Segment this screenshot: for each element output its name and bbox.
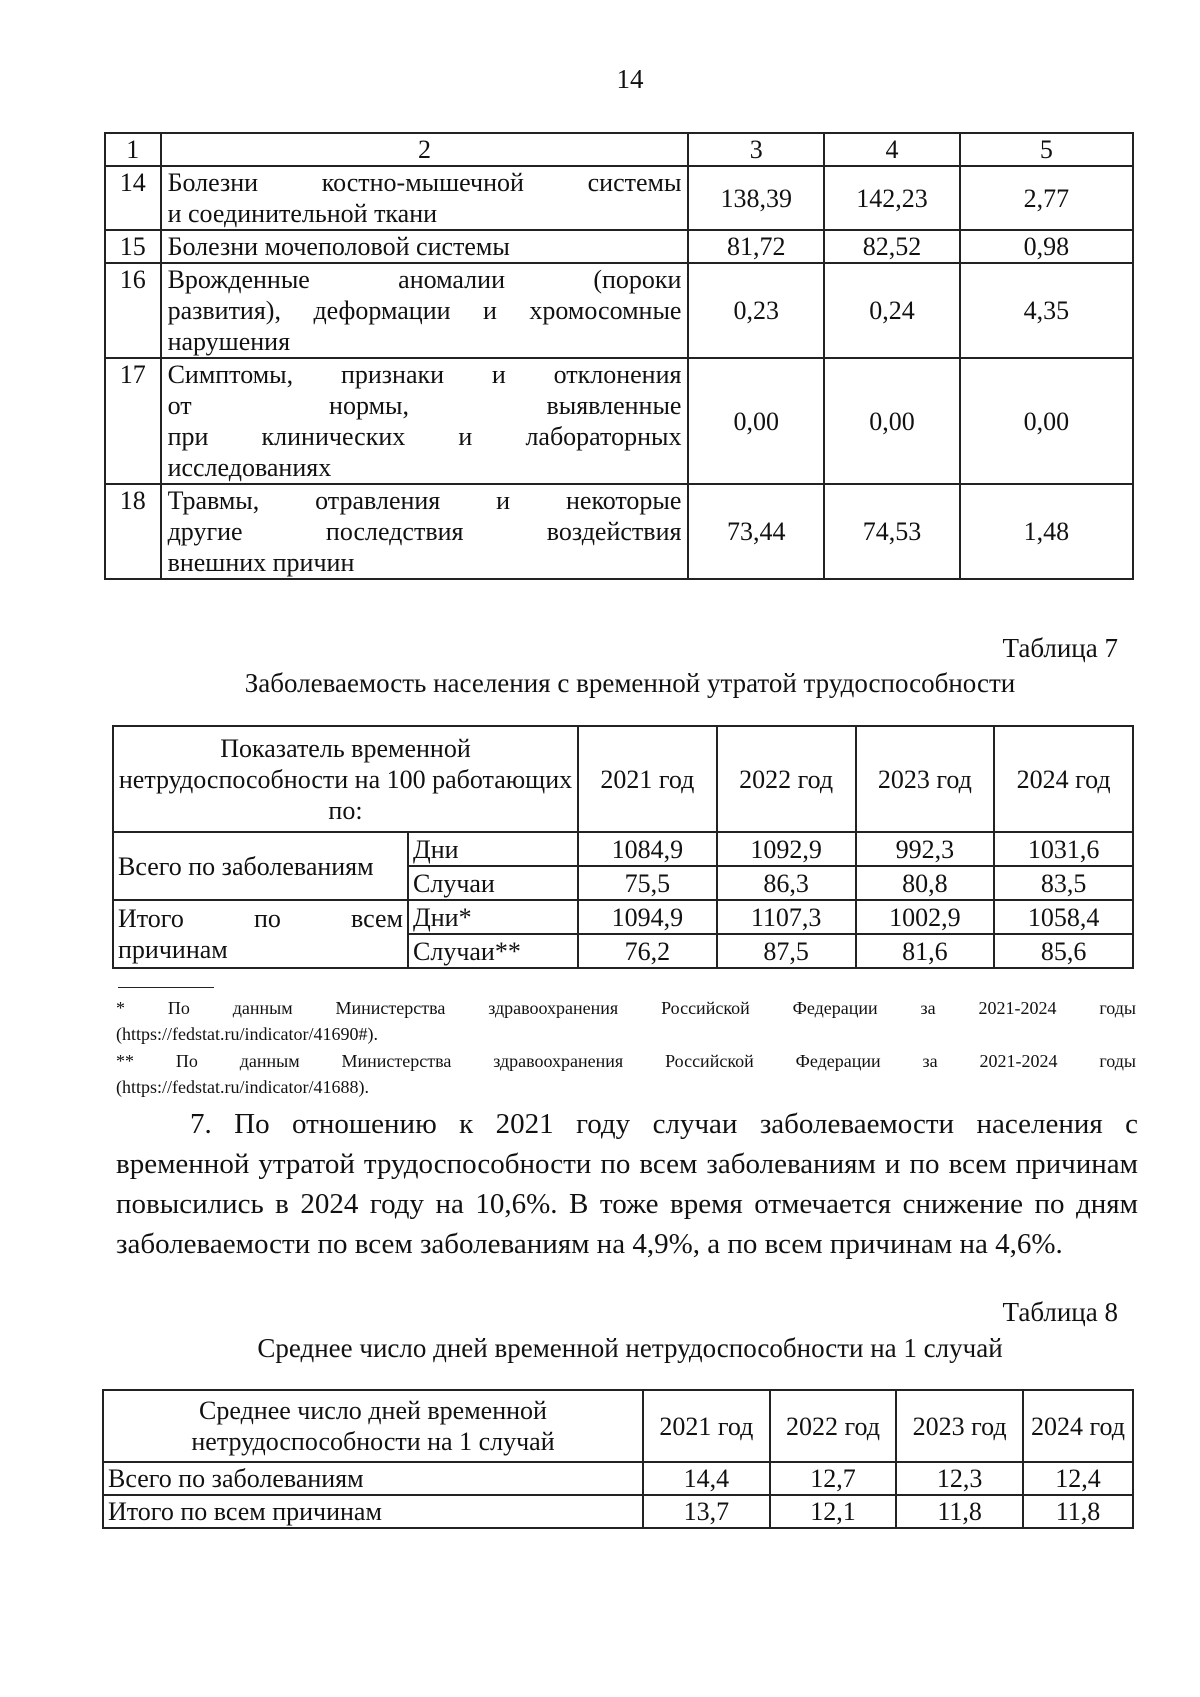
- disease-name: [161, 484, 689, 579]
- value-cell: 1058,4: [994, 900, 1133, 934]
- paragraph-text: 7. По отношению к 2021 году случаи заболеваемости населения с временной утратой трудоспособности по всем заболеваниям и по всем причинам повысились в 2024 году на 10,6%. В тоже время отмечается снижение по дням заболеваемости по всем заболеваниям на 4,9%, а по всем причинам на 4,6%.: [116, 1108, 1138, 1260]
- row-number: 15: [105, 230, 161, 263]
- name-line: Врожденные аномалии (пороки: [167, 265, 682, 294]
- value-cell: 80,8: [856, 866, 995, 900]
- year-header: 2023 год: [856, 726, 995, 832]
- footnote-divider: [118, 987, 214, 988]
- value-cell: 14,4: [643, 1462, 770, 1495]
- table8: [102, 1389, 1134, 1529]
- table7: [112, 725, 1134, 969]
- body-paragraph: [116, 1104, 1138, 1264]
- value-cell: 83,5: [994, 866, 1133, 900]
- disease-name: [161, 166, 689, 230]
- indicator-header: Среднее число дней временной нетрудоспособности на 1 случай: [103, 1390, 643, 1462]
- value-cell: 1094,9: [578, 900, 717, 934]
- value-cell: 142,23: [824, 166, 960, 230]
- sub-label: Дни*: [408, 900, 578, 934]
- value-cell: 0,00: [688, 358, 824, 484]
- table-row: [105, 263, 1133, 358]
- value-cell: 11,8: [1023, 1495, 1133, 1528]
- footnote-line: ** По данным Министерства здравоохранения Российской Федерации за 2021-2024 годы: [116, 1051, 1136, 1071]
- table7-title: Заболеваемость населения с временной утратой трудоспособности: [244, 668, 1016, 698]
- footnote: [116, 1048, 1136, 1100]
- row-number: 18: [105, 484, 161, 579]
- page-number: 14: [616, 64, 644, 94]
- value-cell: 76,2: [578, 934, 717, 968]
- year-header: 2021 год: [643, 1390, 770, 1462]
- year-header: 2022 год: [770, 1390, 897, 1462]
- table-header-row: [105, 133, 1133, 166]
- value-cell: 1084,9: [578, 832, 717, 866]
- row-label: Всего по заболеваниям: [103, 1462, 643, 1495]
- row-number: 14: [105, 166, 161, 230]
- value-cell: 75,5: [578, 866, 717, 900]
- value-cell: 1107,3: [717, 900, 856, 934]
- value-cell: 1031,6: [994, 832, 1133, 866]
- value-cell: 87,5: [717, 934, 856, 968]
- header-cell: 4: [824, 133, 960, 166]
- footnote-line: * По данным Министерства здравоохранения Российской Федерации за 2021-2024 годы: [116, 998, 1136, 1018]
- value-cell: 1092,9: [717, 832, 856, 866]
- indicator-header: Показатель временной нетрудоспособности на 100 работающих по:: [113, 726, 578, 832]
- value-cell: 81,72: [688, 230, 824, 263]
- row-number: 16: [105, 263, 161, 358]
- name-line: от нормы, выявленные: [167, 391, 682, 420]
- value-cell: 11,8: [896, 1495, 1023, 1528]
- disease-name: Болезни мочеполовой системы: [161, 230, 689, 263]
- footnote-line: (https://fedstat.ru/indicator/41690#).: [116, 1024, 378, 1044]
- year-header: 2023 год: [896, 1390, 1023, 1462]
- table-row: [113, 832, 1133, 866]
- value-cell: 12,1: [770, 1495, 897, 1528]
- value-cell: 1,48: [960, 484, 1133, 579]
- name-line: внешних причин: [167, 548, 355, 577]
- header-cell: 1: [105, 133, 161, 166]
- table8-title: Среднее число дней временной нетрудоспособности на 1 случай: [257, 1333, 1003, 1363]
- value-cell: 2,77: [960, 166, 1133, 230]
- value-cell: 12,7: [770, 1462, 897, 1495]
- table-row: [103, 1495, 1133, 1528]
- value-cell: 0,00: [960, 358, 1133, 484]
- name-line: и соединительной ткани: [167, 199, 438, 228]
- row-label: Итого по всем причинам: [103, 1495, 643, 1528]
- table-row: [105, 358, 1133, 484]
- table-row: [103, 1462, 1133, 1495]
- disease-name: [161, 263, 689, 358]
- footnote: [116, 995, 1136, 1047]
- value-cell: 86,3: [717, 866, 856, 900]
- value-cell: 73,44: [688, 484, 824, 579]
- header-cell: 5: [960, 133, 1133, 166]
- year-header: 2022 год: [717, 726, 856, 832]
- value-cell: 82,52: [824, 230, 960, 263]
- sub-label: Случаи: [408, 866, 578, 900]
- disease-name: [161, 358, 689, 484]
- name-line: развития), деформации и хромосомные: [167, 296, 682, 325]
- table8-label: Таблица 8: [1002, 1297, 1118, 1327]
- value-cell: 74,53: [824, 484, 960, 579]
- value-cell: 12,4: [1023, 1462, 1133, 1495]
- disease-table-continuation: [104, 132, 1134, 580]
- header-cell: 3: [688, 133, 824, 166]
- value-cell: 81,6: [856, 934, 995, 968]
- sub-label: Случаи**: [408, 934, 578, 968]
- value-cell: 85,6: [994, 934, 1133, 968]
- value-cell: 1002,9: [856, 900, 995, 934]
- sub-label: Дни: [408, 832, 578, 866]
- table-row: [105, 230, 1133, 263]
- table-header-row: [113, 726, 1133, 832]
- table7-label: Таблица 7: [1002, 633, 1118, 663]
- row-number: 17: [105, 358, 161, 484]
- name-line: Травмы, отравления и некоторые: [167, 486, 682, 515]
- table-header-row: [103, 1390, 1133, 1462]
- group-label-line: причинам: [118, 935, 228, 964]
- header-cell: 2: [161, 133, 689, 166]
- group-label: [113, 900, 408, 968]
- year-header: 2024 год: [1023, 1390, 1133, 1462]
- value-cell: 0,98: [960, 230, 1133, 263]
- name-line: Симптомы, признаки и отклонения: [167, 360, 682, 389]
- name-line: Болезни костно-мышечной системы: [167, 168, 682, 197]
- name-line: другие последствия воздействия: [167, 517, 682, 546]
- footnote-line: (https://fedstat.ru/indicator/41688).: [116, 1077, 369, 1097]
- value-cell: 138,39: [688, 166, 824, 230]
- table-row: [113, 900, 1133, 934]
- value-cell: 0,00: [824, 358, 960, 484]
- value-cell: 992,3: [856, 832, 995, 866]
- value-cell: 0,23: [688, 263, 824, 358]
- name-line: при клинических и лабораторных: [167, 422, 682, 451]
- table-row: [105, 166, 1133, 230]
- year-header: 2021 год: [578, 726, 717, 832]
- group-label: Всего по заболеваниям: [113, 832, 408, 900]
- year-header: 2024 год: [994, 726, 1133, 832]
- value-cell: 4,35: [960, 263, 1133, 358]
- value-cell: 0,24: [824, 263, 960, 358]
- name-line: нарушения: [167, 327, 291, 356]
- group-label-line: Итого по всем: [118, 904, 403, 933]
- name-line: исследованиях: [167, 453, 332, 482]
- value-cell: 12,3: [896, 1462, 1023, 1495]
- value-cell: 13,7: [643, 1495, 770, 1528]
- table-row: [105, 484, 1133, 579]
